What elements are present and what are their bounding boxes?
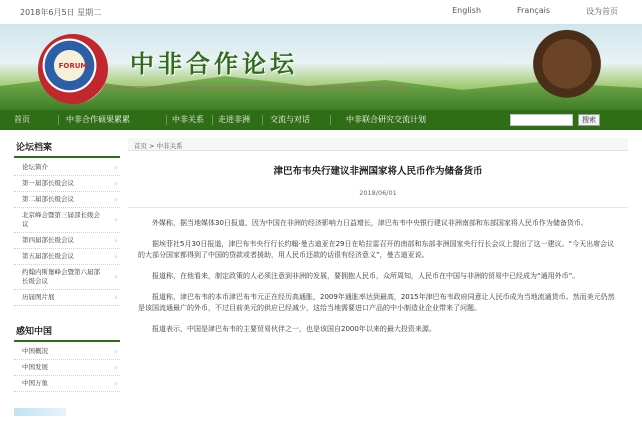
sidebar-item-label: 约翰内斯堡峰会暨第六届部长级会议	[22, 268, 100, 285]
sidebar-item-label: 第四届部长级会议	[22, 236, 74, 244]
sidebar-item-4th-ministerial[interactable]	[14, 233, 120, 249]
french-link[interactable]: Français	[517, 6, 550, 15]
great-wall-graphic	[70, 86, 410, 100]
article-paragraph: 报道表示，中国是津巴布韦的主要贸易伙伴之一，也是该国自2000年以来的最大投资来源。	[152, 325, 436, 333]
nav-joint-research[interactable]: 中非联合研究交流计划	[346, 115, 426, 124]
nav-divider	[166, 115, 167, 125]
nav-exchange-dialogue[interactable]: 交流与对话	[270, 115, 310, 124]
sidebar-item-label: 论坛简介	[22, 163, 48, 171]
nav-china-africa-relations[interactable]: 中非关系	[172, 115, 204, 124]
sidebar-item-label: 第五届部长级会议	[22, 252, 74, 260]
nav-home[interactable]: 首页	[14, 115, 30, 124]
double-chevron-right-icon: »	[114, 253, 118, 260]
double-chevron-right-icon: »	[114, 196, 118, 203]
sidebar-item-label: 北京峰会暨第三届部长级会议	[22, 211, 100, 228]
search-button[interactable]: 搜索	[578, 114, 600, 126]
sidebar-list-perceive-china	[14, 344, 120, 392]
double-chevron-right-icon: »	[114, 348, 118, 355]
set-homepage-link[interactable]: 设为首页	[586, 7, 618, 16]
article-paragraph: 报道称，在他看来，制定政策的人必须注意到非洲的发展，要拥抱人民币，众所周知，人民币在中国与非洲的贸易中已经成为“通用外币”。	[152, 272, 580, 280]
sidebar-section-title: 感知中国	[14, 322, 120, 342]
article-area	[128, 138, 628, 335]
double-chevron-right-icon: »	[114, 294, 118, 301]
double-chevron-right-icon: »	[114, 380, 118, 387]
sidebar-item-label: 第二届部长级会议	[22, 195, 74, 203]
sidebar-item-beijing-summit[interactable]	[14, 208, 120, 233]
nav-divider	[212, 115, 213, 125]
nav-divider	[262, 115, 263, 125]
sidebar-item-2nd-ministerial[interactable]	[14, 192, 120, 208]
article-paragraph: 报道称，津巴布韦的本币津巴布韦元正在经历高通胀，2009年通胀率达到最高，2015年津巴布韦政府同意让人民币成为当地流通货币。然而美元仍然是该国流通最广的外币，不过目前美元的供应已经减少，这给当地需要进口产品的中小制造业企业带来了问题。	[138, 293, 615, 312]
breadcrumb[interactable]: 首页 > 中非关系	[128, 138, 628, 151]
main-nav	[0, 110, 642, 130]
double-chevron-right-icon: »	[114, 216, 118, 224]
sidebar-item-label: 历届图片展	[22, 293, 55, 301]
current-date: 2018年6月5日 星期二	[20, 8, 102, 17]
sidebar-item-johannesburg-summit[interactable]	[14, 265, 120, 290]
top-links	[416, 6, 618, 17]
sidebar-item-1st-ministerial[interactable]	[14, 176, 120, 192]
sidebar-bottom-banner-image[interactable]	[14, 408, 66, 416]
nav-divider	[58, 115, 59, 125]
article-title: 津巴布韦央行建议非洲国家将人民币作为储备货币	[273, 166, 483, 177]
double-chevron-right-icon: »	[114, 364, 118, 371]
sidebar-item-label: 中国万象	[22, 379, 48, 387]
sidebar-item-china-panorama[interactable]	[14, 376, 120, 392]
sidebar-item-label: 中国发展	[22, 363, 48, 371]
english-link[interactable]: English	[452, 6, 482, 15]
sidebar-item-forum-intro[interactable]	[14, 160, 120, 176]
sidebar	[14, 138, 120, 392]
double-chevron-right-icon: »	[114, 273, 118, 281]
top-bar	[0, 0, 642, 24]
sidebar-item-label: 第一届部长级会议	[22, 179, 74, 187]
logo-text: FORUM	[58, 62, 88, 70]
sidebar-item-china-overview[interactable]	[14, 344, 120, 360]
site-banner	[0, 24, 642, 110]
sidebar-list-forum-archive	[14, 160, 120, 306]
child-portrait-image	[522, 26, 612, 110]
nav-into-africa[interactable]: 走进非洲	[218, 115, 250, 124]
article-paragraph: 外媒称，据当地媒体30日报道，因为中国在非洲的经济影响力日益增长，津巴布韦中央银行建议非洲南部和东部国家将人民币作为储备货币。	[152, 219, 588, 227]
search-input[interactable]	[510, 114, 573, 126]
forum-logo-icon[interactable]	[38, 34, 108, 104]
sidebar-item-label: 中国概况	[22, 347, 48, 355]
sidebar-item-photo-gallery[interactable]	[14, 290, 120, 306]
double-chevron-right-icon: »	[114, 180, 118, 187]
sidebar-item-china-development[interactable]	[14, 360, 120, 376]
article-date: 2018/06/01	[359, 189, 397, 197]
article-paragraph: 据埃菲社5月30日报道，津巴布韦央行行长约翰·曼古迪亚在29日在哈拉雷召开的南部和东部非洲国家央行行长会议上提出了这一建议。“今天出席会议的大部分国家都得到了中国的贷款或者援助，用人民币还款的话很有经济意义”，曼古迪亚说。	[138, 240, 615, 259]
divider	[128, 207, 628, 208]
sidebar-section-title: 论坛档案	[14, 138, 120, 158]
double-chevron-right-icon: »	[114, 164, 118, 171]
sidebar-item-5th-ministerial[interactable]	[14, 249, 120, 265]
site-title: 中非合作论坛	[130, 49, 298, 78]
nav-cooperation-achievements[interactable]: 中非合作硕果累累	[66, 115, 130, 124]
nav-divider	[330, 115, 331, 125]
double-chevron-right-icon: »	[114, 237, 118, 244]
